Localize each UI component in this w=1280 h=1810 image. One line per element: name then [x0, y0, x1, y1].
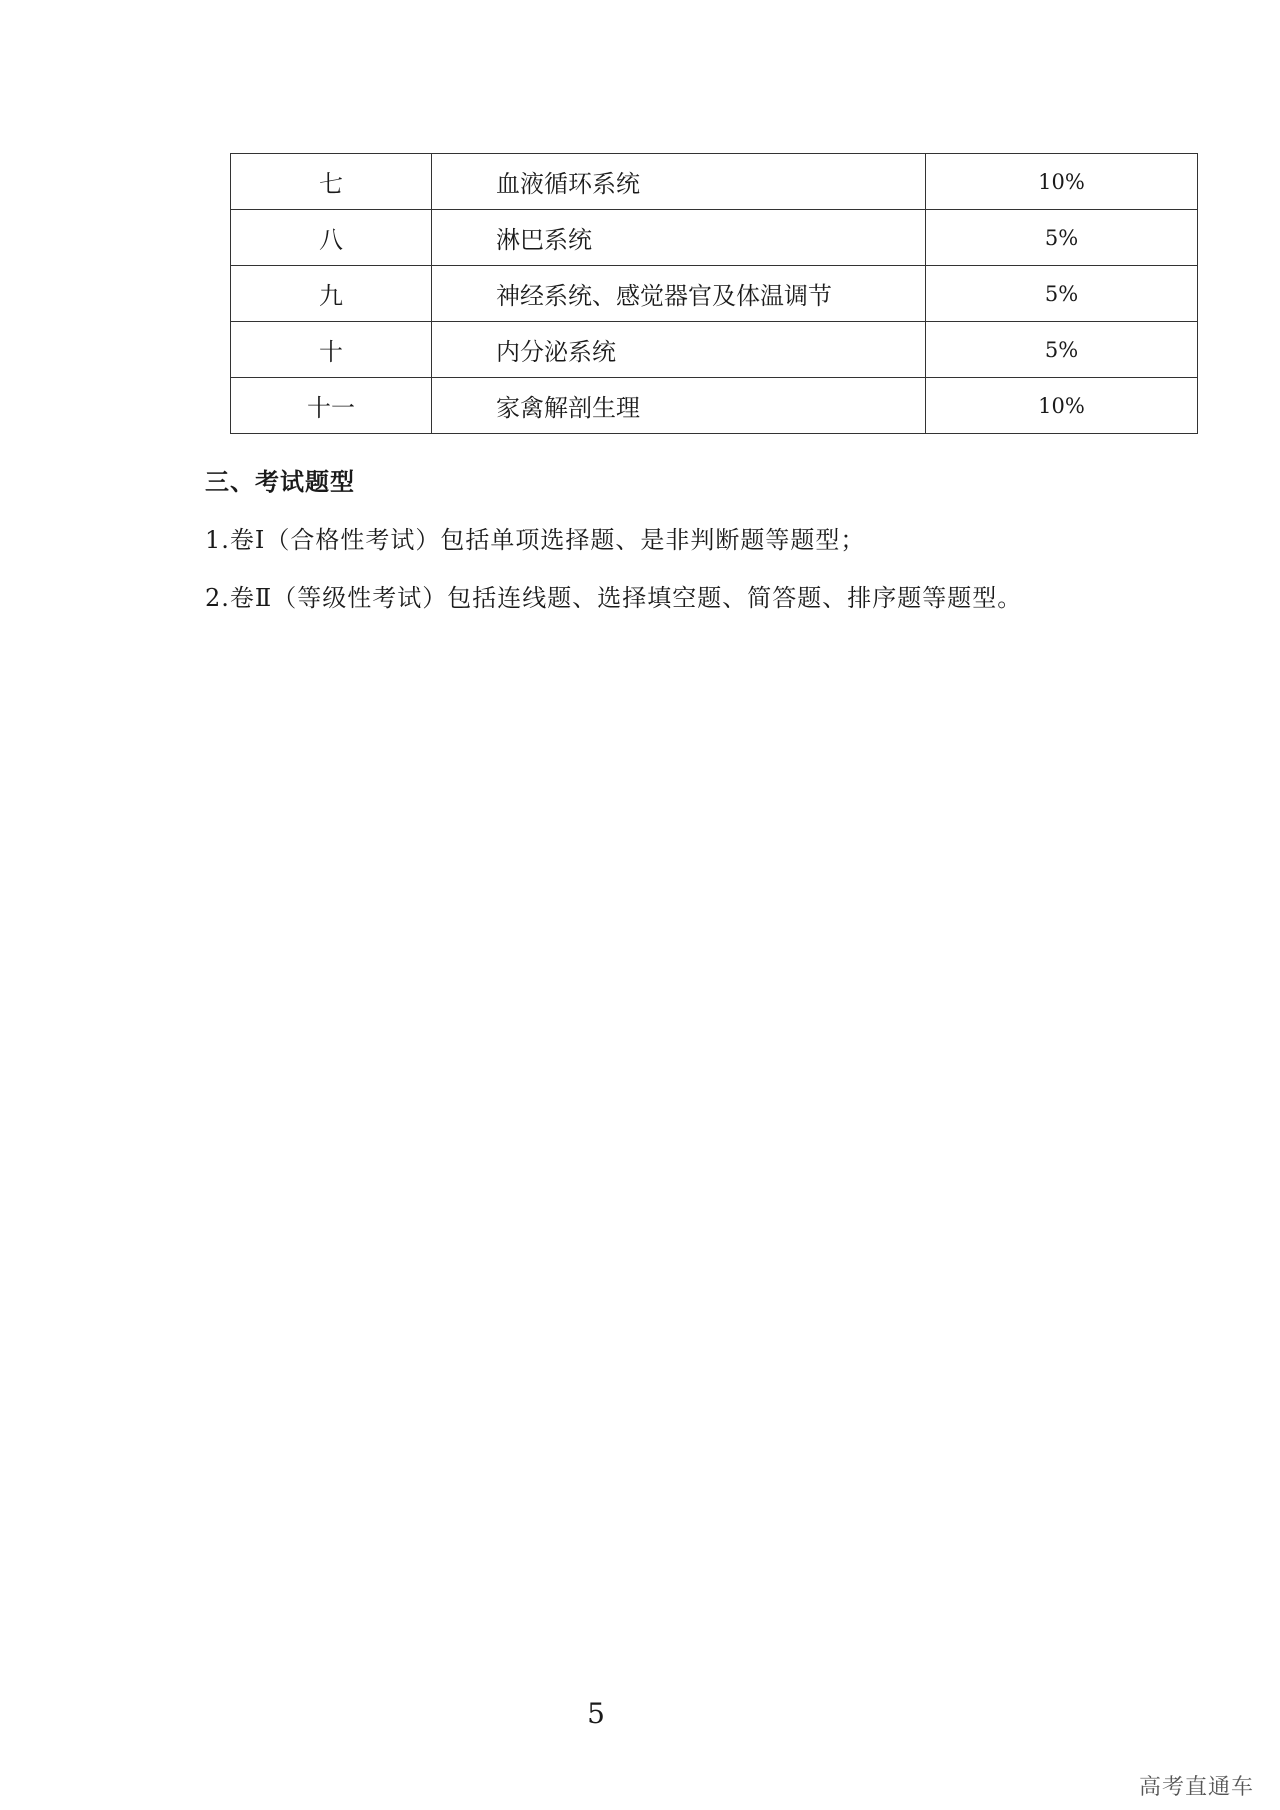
- table-row: [231, 266, 1198, 322]
- row-topic: 血液循环系统: [432, 154, 926, 210]
- row-topic: 神经系统、感觉器官及体温调节: [432, 266, 926, 322]
- row-topic: 内分泌系统: [432, 322, 926, 378]
- watermark: 高考直通车: [1138, 1775, 1254, 1800]
- row-number: 十: [231, 322, 432, 378]
- content-weight-table: [230, 153, 1198, 434]
- row-percentage: 5%: [926, 266, 1198, 322]
- exam-type-item: 1.卷Ⅰ（合格性考试）包括单项选择题、是非判断题等题型；: [205, 526, 866, 554]
- row-number: 十一: [231, 378, 432, 434]
- section-heading: 三、考试题型: [205, 468, 355, 496]
- row-topic: 淋巴系统: [432, 210, 926, 266]
- page-number: 5: [587, 1697, 605, 1730]
- row-number: 九: [231, 266, 432, 322]
- row-number: 八: [231, 210, 432, 266]
- table-row: [231, 154, 1198, 210]
- row-percentage: 5%: [926, 322, 1198, 378]
- row-percentage: 10%: [926, 378, 1198, 434]
- row-percentage: 5%: [926, 210, 1198, 266]
- table-row: [231, 210, 1198, 266]
- row-percentage: 10%: [926, 154, 1198, 210]
- row-number: 七: [231, 154, 432, 210]
- table-row: [231, 378, 1198, 434]
- table-row: [231, 322, 1198, 378]
- row-topic: 家禽解剖生理: [432, 378, 926, 434]
- exam-type-item: 2.卷Ⅱ（等级性考试）包括连线题、选择填空题、简答题、排序题等题型。: [205, 584, 1023, 612]
